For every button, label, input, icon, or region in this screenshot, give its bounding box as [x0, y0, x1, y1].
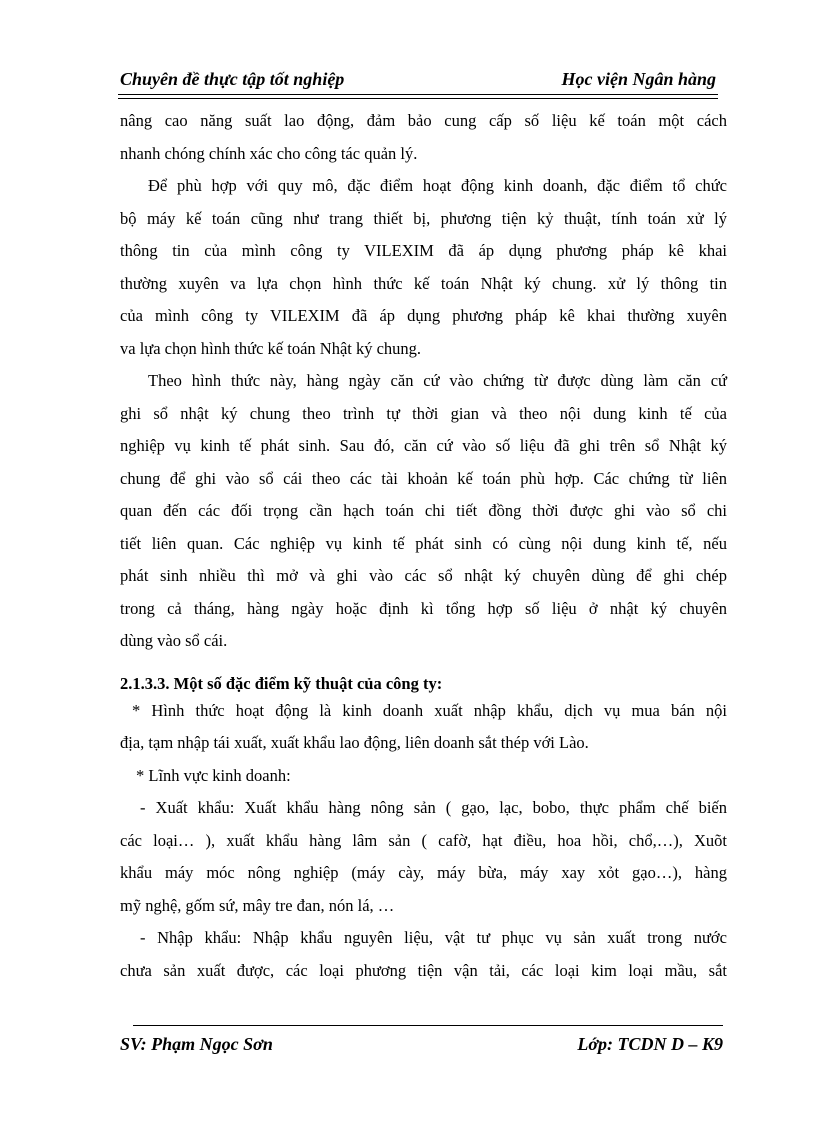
text-line: * Lĩnh vực kinh doanh:: [136, 765, 291, 785]
text-line: địa, tạm nhập tái xuất, xuất khẩu lao động, liên doanh sắt thép với Lào.: [120, 733, 589, 752]
document-body: [120, 109, 727, 991]
text-line: nghiệp vụ kinh tế phát sinh. Sau đó, căn cứ vào số liệu đã ghi trên sổ Nhật ký: [120, 436, 727, 455]
text-line: của mình công ty VILEXIM đã áp dụng phương pháp kê khai thường xuyên: [120, 306, 727, 325]
text-line: tiết liên quan. Các nghiệp vụ kinh tế phát sinh có cùng nội dung kinh tế, nếu: [120, 533, 727, 553]
text-line: - Xuất khẩu: Xuất khẩu hàng nông sản ( gạo, lạc, bobo, thực phẩm chế biến: [140, 798, 727, 817]
text-line: trong cả tháng, hàng ngày hoặc định kì tổng hợp số liệu ở nhật ký chuyên: [120, 598, 727, 618]
text-line: va lựa chọn hình thức kế toán Nhật ký chung.: [120, 338, 422, 358]
header-title: Chuyên đề thực tập tốt nghiệp: [120, 69, 345, 89]
text-line: Để phù hợp với quy mô, đặc điểm hoạt động kinh doanh, đặc điểm tổ chức: [148, 176, 727, 195]
text-line: thường xuyên va lựa chọn hình thức kế toán Nhật ký chung. xử lý thông tin: [120, 273, 727, 293]
text-line: quan đến các đối trọng cần hạch toán chi tiết đồng thời được ghi vào sổ chi: [120, 501, 727, 520]
header-divider: [118, 98, 718, 99]
section-gap: [120, 662, 727, 672]
text-line: nâng cao năng suất lao động, đảm bảo cung cấp số liệu kế toán một cách: [120, 111, 727, 130]
text-line: khẩu máy móc nông nghiệp (máy cày, máy bừa, máy xay xỏt gạo…), hàng: [120, 863, 727, 882]
text-line: ghi sổ nhật ký chung theo trình tự thời gian và theo nội dung kinh tế của: [120, 403, 727, 423]
page-footer: [120, 1034, 723, 1060]
footer-class: Lớp: TCDN D – K9: [577, 1034, 723, 1054]
footer-student: SV: Phạm Ngọc Sơn: [120, 1034, 273, 1054]
text-line: các loại… ), xuất khẩu hàng lâm sản ( cafờ, hạt điều, hoa hồi, chổ,…), Xuõt: [120, 830, 727, 850]
text-line: phát sinh nhiều thì mở và ghi vào các sổ nhật ký chuyên dùng để ghi chép: [120, 566, 727, 585]
footer-divider: [133, 1025, 723, 1026]
header-institution: Học viện Ngân hàng: [561, 69, 716, 89]
text-line: mỹ nghệ, gốm sứ, mây tre đan, nón lá, …: [120, 895, 395, 915]
text-line: - Nhập khẩu: Nhập khẩu nguyên liệu, vật tư phục vụ sản xuất trong nước: [140, 928, 727, 947]
text-line: chưa sản xuất được, các loại phương tiện vận tải, các loại kim loại mầu, sắt: [120, 960, 727, 980]
text-line: dùng vào sổ cái.: [120, 631, 228, 650]
text-line: * Hình thức hoạt động là kinh doanh xuất nhập khẩu, dịch vụ mua bán nội: [132, 700, 727, 720]
text-line: nhanh chóng chính xác cho công tác quản lý.: [120, 143, 418, 163]
text-line: Theo hình thức này, hàng ngày căn cứ vào chứng từ được dùng làm căn cứ: [148, 371, 727, 390]
text-line: bộ máy kế toán cũng như trang thiết bị, phương tiện kỷ thuật, tính toán xử lý: [120, 208, 727, 228]
text-line: thông tin của mình công ty VILEXIM đã áp dụng phương pháp kê khai: [120, 241, 727, 260]
section-heading: 2.1.3.3. Một số đặc điểm kỹ thuật của công ty:: [120, 673, 443, 693]
text-line: chung để ghi vào sổ cái theo các tài khoản kế toán phù hợp. Các chứng từ liên: [120, 468, 727, 488]
page-header: [118, 66, 718, 95]
